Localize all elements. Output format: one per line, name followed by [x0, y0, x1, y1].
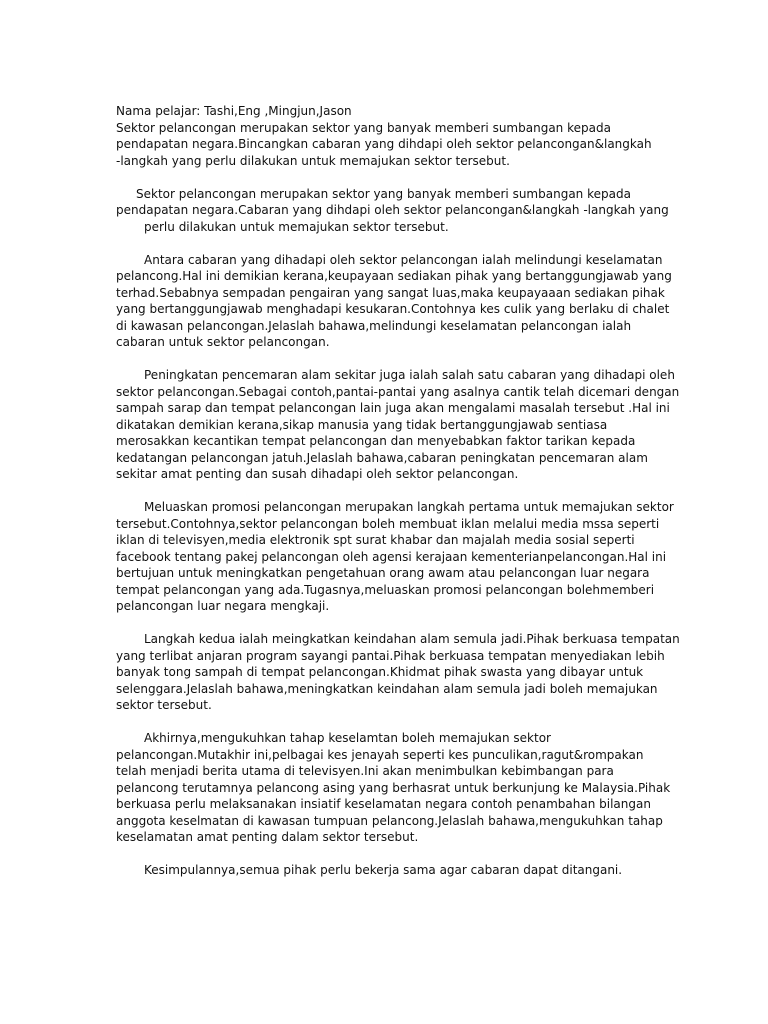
paragraph-line: bertujuan untuk meningkatkan pengetahuan orang awam atau pelancongan luar negara	[116, 566, 650, 580]
paragraph-line: selenggara.Jelaslah bahawa,meningkatkan keindahan alam semula jadi boleh memajukan	[116, 681, 658, 696]
paragraph-line: Akhirnya,mengukuhkan tahap keselamtan boleh memajukan sektor	[144, 731, 551, 745]
paragraph-line: facebook tentang pakej pelancongan oleh agensi kerajaan kementerianpelancongan.Hal ini	[116, 549, 667, 564]
paragraph-line: Kesimpulannya,semua pihak perlu bekerja sama agar cabaran dapat ditangani.	[144, 863, 623, 877]
paragraph-line: Langkah kedua ialah meingkatkan keindahan alam semula jadi.Pihak berkuasa tempatan	[144, 632, 680, 646]
paragraph-line: tempat pelancongan yang ada.Tugasnya,meluaskan promosi pelancongan bolehmemberi	[116, 582, 655, 597]
paragraph-step-security	[116, 730, 671, 846]
question-line: -langkah yang perlu dilakukan untuk memajukan sektor tersebut.	[116, 153, 510, 168]
document-body	[116, 103, 680, 879]
paragraph-line: Antara cabaran yang dihadapi oleh sektor pelancongan ialah melindungi keselamatan	[144, 252, 663, 267]
paragraph-line: Sektor pelancongan merupakan sektor yang banyak memberi sumbangan kepada	[136, 186, 631, 201]
question-line: pendapatan negara.Bincangkan cabaran yang dihdapi oleh sektor pelancongan&langkah	[116, 137, 652, 151]
paragraph-line: sektor pelancongan.Sebagai contoh,pantai-pantai yang asalnya cantik telah dicemari dengan	[116, 384, 680, 399]
paragraph-line: keselamatan amat penting dalam sektor tersebut.	[116, 830, 419, 844]
paragraph-line: sampah sarap dan tempat pelancongan lain juga akan mengalami masalah tersebut .Hal ini	[116, 401, 670, 415]
paragraph-line: pendapatan negara.Cabaran yang dihdapi oleh sektor pelancongan&langkah -langkah yang	[116, 203, 669, 217]
paragraph-line: Peningkatan pencemaran alam sekitar juga ialah salah satu cabaran yang dihadapi oleh	[144, 368, 675, 382]
header-block	[116, 103, 656, 169]
paragraph-line: pelancongan.Mutakhir ini,pelbagai kes jenayah seperti kes punculikan,ragut&rompakan	[116, 747, 644, 762]
paragraph-line: pelancong terutamnya pelancong asing yang berhasrat untuk berkunjung ke Malaysia.Pihak	[116, 780, 671, 795]
paragraph-line: berkuasa perlu melaksanakan insiatif keselamatan negara contoh penambahan bilangan	[116, 797, 651, 811]
paragraph-challenge-safety	[116, 252, 672, 351]
paragraph-challenge-pollution	[116, 367, 680, 483]
question-line: Sektor pelancongan merupakan sektor yang banyak memberi sumbangan kepada	[116, 120, 611, 135]
paragraph-line: iklan di televisyen,media elektronik spt surat khabar dan majalah media sosial seperti	[116, 533, 635, 547]
student-names-line: Nama pelajar: Tashi,Eng ,Mingjun,Jason	[116, 104, 352, 118]
paragraph-line: kedatangan pelancongan jatuh.Jelaslah bahawa,cabaran peningkatan pencemaran alam	[116, 450, 648, 465]
paragraph-line: pelancongan luar negara mengkaji.	[116, 599, 330, 613]
paragraph-line: cabaran untuk sektor pelancongan.	[116, 335, 330, 349]
paragraph-line: yang bertanggungjawab menghadapi kesukaran.Contohnya kes culik yang berlaku di chalet	[116, 302, 670, 316]
paragraph-line: pelancong.Hal ini demikian kerana,keupayaan sediakan pihak yang bertanggungjawab yang	[116, 269, 672, 283]
paragraph-line: di kawasan pelancongan.Jelaslah bahawa,melindungi keselamatan pelancongan ialah	[116, 318, 632, 333]
paragraph-line: banyak tong sampah di tempat pelancongan.Khidmat pihak swasta yang dibayar untuk	[116, 665, 644, 679]
paragraph-line: merosakkan kecantikan tempat pelancongan dan menyebabkan faktor tarikan kepada	[116, 434, 636, 448]
paragraph-line: anggota keselmatan di kawasan tumpuan pelancong.Jelaslah bahawa,mengukuhkan tahap	[116, 813, 663, 828]
paragraph-line: dikatakan demikian kerana,sikap manusia yang tidak bertanggungjawab sentiasa	[116, 417, 608, 432]
paragraph-line: sektor tersebut.	[116, 698, 212, 712]
intro-paragraph	[116, 186, 669, 236]
paragraph-step-promotion	[116, 499, 674, 615]
paragraph-line: terhad.Sebabnya sempadan pengairan yang sangat luas,maka keupayaaan sediakan pihak	[116, 285, 665, 300]
paragraph-line: perlu dilakukan untuk memajukan sektor tersebut.	[144, 219, 449, 234]
paragraph-line: telah menjadi berita utama di televisyen.Ini akan menimbulkan kebimbangan para	[116, 764, 614, 778]
paragraph-step-beauty	[116, 631, 680, 714]
paragraph-line: yang terlibat anjaran program sayangi pantai.Pihak berkuasa tempatan menyediakan lebih	[116, 648, 665, 663]
paragraph-line: tersebut.Contohnya,sektor pelancongan boleh membuat iklan melalui media mssa seperti	[116, 516, 660, 531]
conclusion-paragraph	[116, 862, 656, 879]
paragraph-line: sekitar amat penting dan susah dihadapi oleh sektor pelancongan.	[116, 467, 519, 481]
paragraph-line: Meluaskan promosi pelancongan merupakan langkah pertama untuk memajukan sektor	[144, 500, 674, 514]
